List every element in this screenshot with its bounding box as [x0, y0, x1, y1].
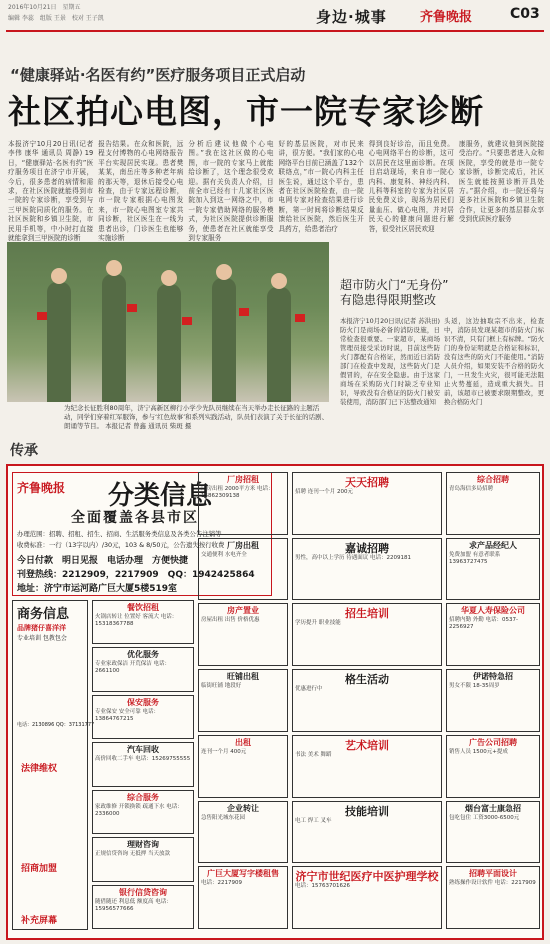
classified-ad — [292, 735, 442, 798]
ad-text: 招聘内勤 外勤 电话：0537-2256927 — [449, 617, 518, 631]
ad-text: 优惠进行中 — [295, 686, 323, 693]
issue-date: 2016年10月21日 星期五 — [8, 4, 81, 11]
editor-credits: 编辑 李蕊 组版 王景 校对 王子凯 — [8, 15, 104, 22]
ad-text: 熟练操作设计软件 电话：2217909 — [449, 880, 536, 887]
flag-icon — [295, 314, 305, 322]
ad-title: 广巨大厦写字楼租售 — [207, 869, 279, 879]
ad-text: 电话：2130896 QQ：37131777 — [17, 722, 95, 728]
ad-title: 求产品经纪人 — [469, 540, 517, 550]
ad-title: 天天招聘 — [345, 476, 389, 489]
ads-main-title: 分类信息 — [108, 481, 213, 511]
child-figure — [102, 274, 126, 402]
ad-column-business — [12, 600, 95, 930]
ad-title: 厂房出租 — [227, 540, 259, 550]
ads-line: 今日付款 明日见报 电话办理 方便快捷 — [17, 556, 189, 566]
classified-ad — [92, 742, 194, 786]
side-article-body — [340, 317, 544, 457]
ads-logo: 齐鲁晚报 — [17, 481, 66, 495]
ad-text: 招聘 连刊一个月 200元 — [295, 489, 353, 495]
ad-title: 商务信息 — [17, 607, 70, 622]
article-column: 分析后建议他做个心电图。”我在这社区做的心电图，市一院的专家马上就能给诊断了，这个理念很受欢迎。据有关负责人介绍，目前全市已经有十几家社区医院加入到这一网络之中，市一院专家借助网络的服务模式，为社区医院提供诊断服务，使患者在社区就能享受到专家服务 — [188, 140, 274, 243]
ad-text: 交通便利 水电齐全 — [201, 551, 247, 558]
ad-text: 销售人员 1500元+提成 — [449, 748, 508, 755]
flag-icon — [37, 312, 47, 320]
ad-title: 优化服务 — [127, 650, 159, 660]
classified-ad — [198, 801, 288, 864]
ads-line: 办理范围：招聘、招租、招生、招商、生活服务类信息及各类公告注销等 — [17, 530, 222, 538]
classified-ads — [6, 464, 544, 940]
ad-title: 广告公司招聘 — [469, 737, 517, 747]
ad-text: 专业保安 安全可靠 电话：13864767215 — [95, 708, 159, 722]
article-body — [8, 140, 545, 243]
ad-title: 烟台富士康急招 — [465, 803, 521, 813]
news-photo — [7, 242, 329, 402]
ad-title: 保安服务 — [127, 697, 159, 707]
ad-title: 银行信贷咨询 — [119, 887, 167, 897]
ads-line: 收费标准：一行（13字以内）/30元，103 & 8/50元，公告遗失按行收费 — [17, 541, 225, 549]
classified-ad — [92, 695, 194, 739]
classified-ad — [198, 538, 288, 601]
child-figure — [212, 278, 236, 402]
classified-ad — [92, 837, 194, 881]
classified-ad — [92, 647, 194, 691]
ad-text: 男女不限 18-35周岁 — [449, 683, 500, 690]
classified-ad — [198, 735, 288, 798]
child-figure — [47, 282, 71, 402]
ads-line: 刊登热线：2212909，2217909 QQ：1942425864 — [17, 570, 255, 580]
article-column: 报告结果。在众和医院，远程支付博物的心电网络报告平台实现居民实现。患者樊某某，南岳庄等多种老年病的那天等，退休后接受心电检查，由于专家远程诊断，市一院专家根据心电图发来，市一院心电图室专家共同诊断，社区医生在一线为患者出诊，门诊医生也能够实施诊断 — [98, 140, 184, 243]
ad-title: 嘉诚招聘 — [345, 541, 389, 555]
ad-title: 法律维权 — [21, 764, 58, 774]
header-rule — [6, 30, 544, 32]
ad-text: 免费加盟 有意者联系 13963727475 — [449, 551, 501, 565]
ad-text: 高价回收二手车 电话：15269755555 — [95, 756, 191, 763]
ads-main-subtitle: 全面覆盖各县市区 — [71, 510, 199, 526]
ad-title: 招生培训 — [345, 607, 389, 621]
classified-ad — [92, 885, 194, 929]
classified-ad — [292, 538, 442, 601]
ad-title: 厂房招租 — [227, 475, 259, 484]
ad-title: 华夏人寿保险公司 — [461, 606, 525, 616]
ad-title: 伊诺特急招 — [473, 672, 513, 682]
classified-ad — [292, 472, 442, 535]
ad-text: 房屋出租 出售 价格优惠 — [201, 617, 260, 624]
ad-text: 包吃包住 工资3000-6500元 — [449, 814, 520, 821]
side-article-subtitle: 有隐患得限期整改 — [340, 293, 437, 307]
ad-text: 专业家政保洁 开荒保洁 电话：2661100 — [95, 661, 170, 675]
ad-text: 男性，高中以上学历 待遇面议 电话：2209181 — [295, 554, 411, 561]
ad-text: 家政维修 开锁换锁 疏通下水 电话：2336000 — [95, 803, 183, 817]
classified-ad — [198, 472, 288, 535]
classified-ad — [198, 603, 288, 666]
ad-text: 厂房出租 2000平方米 电话：15862309138 — [201, 486, 274, 499]
classified-ad — [446, 866, 540, 929]
ad-text: 电工 焊工 叉车 — [295, 817, 332, 824]
ad-title: 济宁市世纪医疗中医护理学校 — [295, 870, 439, 884]
flag-icon — [127, 304, 137, 312]
classified-ad — [446, 801, 540, 864]
ad-text: 专业培训 包教包会 — [17, 635, 67, 642]
ad-title: 技能培训 — [345, 804, 389, 818]
classified-ad — [92, 790, 194, 834]
classified-ad — [92, 600, 194, 644]
ads-line: 地址：济宁市运河路广巨大厦5楼519室 — [17, 584, 178, 594]
ad-text: 随借随还 利息低 额度高 电话：15956577666 — [95, 898, 172, 912]
side-article-column: 头返，这边抽取宗不出来，检查中，消防员发现某超市的防火门标识不清，只有门框上有标牌。“防火门的身份证明就是合格证和标识，没有这些的防火门不能使用。”消防人员介绍，如果安装不合格的防火门，一旦发生火灾，很可能无法阻止火势蔓延，造成重大损失。目前，该超市已被要求限期整改，更换合格防火门 — [444, 317, 544, 406]
ad-title: 汽车回收 — [127, 745, 159, 755]
ad-title: 招商加盟 — [21, 864, 58, 874]
ad-text: 火锅店转让 位置好 客流大 电话：15318367788 — [95, 614, 178, 627]
classified-ad — [446, 603, 540, 666]
ad-text: 品牌猪仔喜洋洋 — [17, 624, 66, 632]
ad-text: 临街旺铺 地段好 — [201, 683, 242, 690]
ad-title: 补充屏幕 — [21, 916, 58, 926]
ad-title: 艺术培训 — [345, 738, 389, 752]
article-column: 得到良好诊治，而且免费。心电网络平台的诊断，这可以居民在这里面诊断。在项目启动现场，来自市一院心内科、康复科、神经内科、儿科等科室的专家为社区居民免费义诊，现场为居民们量血压、做心电图，并对居民关心的健康问题进行解答，很受社区居民欢迎 — [368, 140, 454, 233]
article-column: 本报济宁10月20日讯(记者 李伟 康华 通讯员 周静) 19日，“健康驿站·名医有约”医疗服务项目在济宁市开展，今后，很多患者的病情和需求，在社区医院就能得到市一院的专家诊断，享受到与三甲医院同质化的服务。在社区医院和乡镇卫生院，市民用手机等，中小时打直接就能拿到三甲医院的诊断 — [8, 140, 94, 243]
article-headline: 社区拍心电图，市一院专家诊断 — [8, 92, 484, 131]
ad-title: 企业转让 — [227, 803, 259, 813]
ad-text: 连刊一个月 400元 — [201, 748, 247, 755]
page-number: C03 — [510, 6, 540, 22]
section-title: 身边·城事 — [316, 8, 387, 26]
child-figure — [267, 287, 291, 402]
classified-ad — [198, 866, 288, 929]
child-figure — [157, 284, 181, 402]
ad-text: 电话：2217909 — [201, 880, 242, 887]
ad-text: 急售阳光城东花园 — [201, 814, 246, 821]
article-column: 康服务，就建议他到医院接受治疗。“只要患者进入众和医院，享受的就是市一院专家诊断，诊断完成后，社区医生就能按照诊断开具处方。”据介绍，市一院还将与更多社区医院和乡镇卫生院合作，让更多的基层群众享受到优质医疗服务 — [458, 140, 545, 224]
ad-title: 房产置业 — [227, 606, 259, 616]
ad-text: 学历提升 职业技能 — [295, 620, 341, 627]
ad-title: 综合服务 — [127, 792, 159, 802]
flag-icon — [182, 317, 192, 325]
photo-caption: 为纪念长征胜利80周年，济宁高新区柳行小学少先队员继续在当天举办走长征路的主题活动，同学们穿着红军服饰，参与‘红色故事’和系列实践活动，队员们表演了关于长征的话剧、朗诵等节目。 本报记者 曾鑫 通讯员 柴斑 摄 — [64, 404, 329, 430]
side-article-title: 超市防火门“无身份” — [340, 278, 449, 292]
ad-title: 理财咨询 — [127, 840, 159, 850]
classified-ad — [446, 669, 540, 732]
flag-icon — [239, 308, 249, 316]
classified-ad — [292, 603, 442, 666]
ad-text: 正规信贷咨询 无抵押 当天放款 — [95, 851, 170, 858]
classified-ad — [446, 735, 540, 798]
ad-title: 招聘平面设计 — [469, 869, 517, 879]
article-column: 好的基层医院，对市民来讲，很方便。“我们家的心电网络平台目前已涵盖了132个联络点，”市一院心内科主任医生说，通过这个平台，患者在社区医院检查，由一院电网专家对检查结果进行诊断，第一时间将诊断结果反馈给社区医院，然后医生开具药方，给患者治疗 — [278, 140, 364, 233]
ad-text: 青岛海信多局招聘 — [449, 486, 494, 492]
classified-ad — [198, 669, 288, 732]
classified-ad — [446, 472, 540, 535]
ad-title: 格生活动 — [345, 673, 389, 687]
classified-ad — [446, 538, 540, 601]
side-article-column: 本报济宁10月20日讯(记者 苏洪田) 防火门是商场必备的消防设施，日常检查很重要。一家超市，某商场管理员接受采访时说，目前这些防火门都配有合格证，然而近日消防部门在检查中发现，这些防火门是假冒的，存在安全隐患。由于这家商场在采购防火门时缺乏专业知识，导致没有合格证的防火门被安装使用，消防部门已下达整改通知 — [340, 317, 440, 406]
ad-title: 餐饮招租 — [127, 603, 159, 612]
ad-title: 旺铺出租 — [227, 672, 259, 682]
ad-title: 出租 — [235, 737, 251, 747]
photo-side-label: 传承 — [10, 443, 38, 459]
ad-title: 综合招聘 — [477, 475, 509, 484]
classified-ad — [292, 866, 442, 929]
ad-text: 电话：15763701626 — [295, 883, 350, 890]
ad-text: 书法 美术 舞蹈 — [295, 751, 332, 758]
newspaper-logo: 齐鲁晚报 — [420, 10, 473, 25]
article-kicker: “健康驿站·名医有约”医疗服务项目正式启动 — [10, 66, 306, 84]
classified-ad — [292, 669, 442, 732]
classified-ad — [292, 801, 442, 864]
